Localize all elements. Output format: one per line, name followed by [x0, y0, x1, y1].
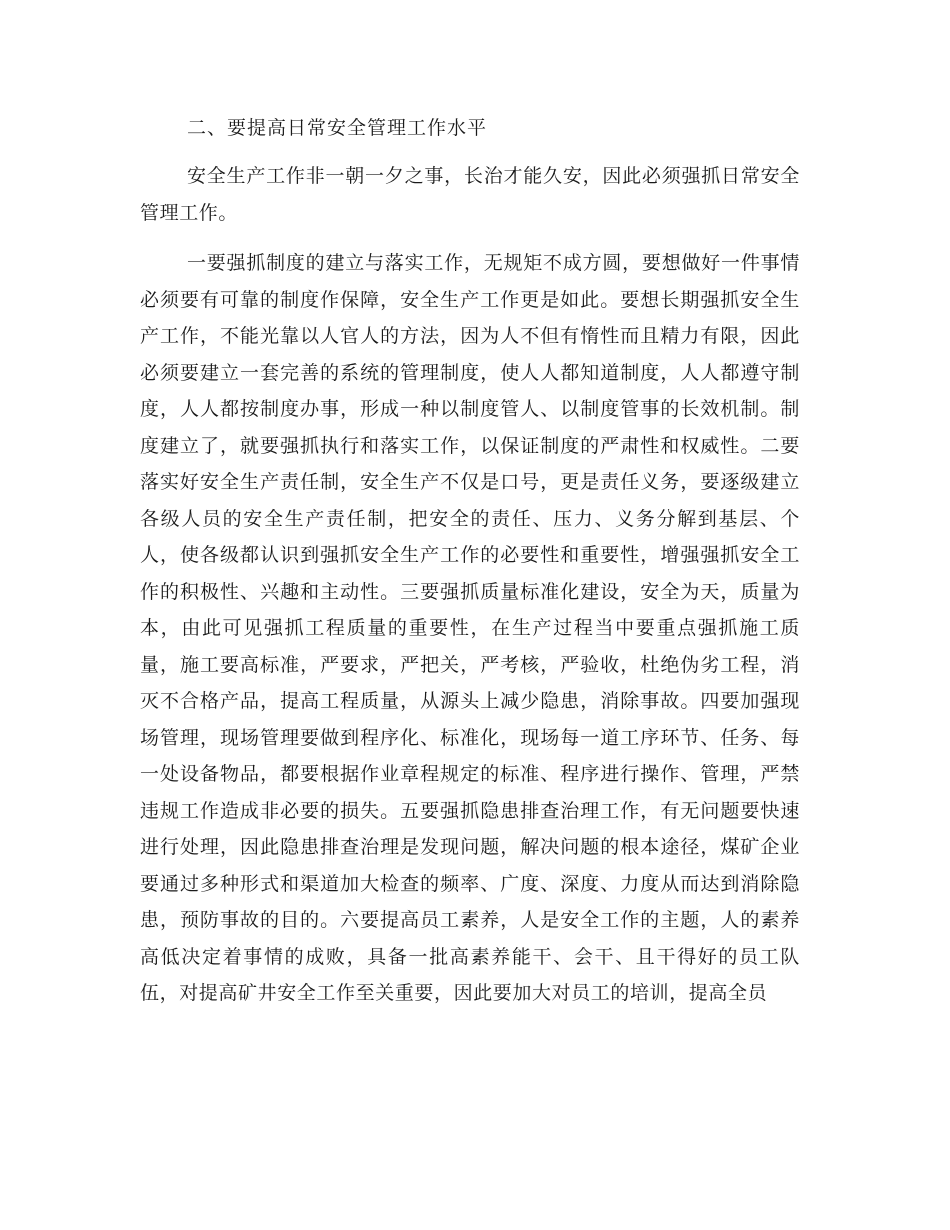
body-paragraph: 一要强抓制度的建立与落实工作，无规矩不成方圆，要想做好一件事情必须要有可靠的制度作保障，安全生产工作更是如此。要想长期强抓安全生产工作，不能光靠以人官人的方法，因为人不但有惰性而且精力有限，因此必须要建立一套完善的系统的管理制度，使人人都知道制度，人人都遵守制度，人人都按制度办事，形成一种以制度管人、以制度管事的长效机制。制度建立了，就要强抓执行和落实工作，以保证制度的严肃性和权威性。二要落实好安全生产责任制，安全生产不仅是口号，更是责任义务，要逐级建立各级人员的安全生产责任制，把安全的责任、压力、义务分解到基层、个人，使各级都认识到强抓安全生产工作的必要性和重要性，增强强抓安全工作的积极性、兴趣和主动性。三要强抓质量标准化建设，安全为天，质量为本，由此可见强抓工程质量的重要性，在生产过程当中要重点强抓施工质量，施工要高标准，严要求，严把关，严考核，严验收，杜绝伪劣工程，消灭不合格产品，提高工程质量，从源头上减少隐患，消除事故。四要加强现场管理，现场管理要做到程序化、标准化，现场每一道工序环节、任务、每一处设备物品，都要根据作业章程规定的标准、程序进行操作、管理，严禁违规工作造成非必要的损失。五要强抓隐患排查治理工作，有无问题要快速进行处理，因此隐患排查治理是发现问题，解决问题的根本途径，煤矿企业要通过多种形式和渠道加大检查的频率、广度、深度、力度从而达到消除隐患，预防事故的目的。六要提高员工素养，人是安全工作的主题，人的素养高低决定着事情的成败，具备一批高素养能干、会干、且干得好的员工队伍，对提高矿井安全工作至关重要，因此要加大对员工的培训，提高全员	[140, 252, 800, 1004]
section-heading: 二、要提高日常安全管理工作水平	[187, 117, 488, 139]
intro-paragraph: 安全生产工作非一朝一夕之事，长治才能久安，因此必须强抓日常安全管理工作。	[140, 165, 800, 224]
document-page	[140, 110, 800, 1012]
